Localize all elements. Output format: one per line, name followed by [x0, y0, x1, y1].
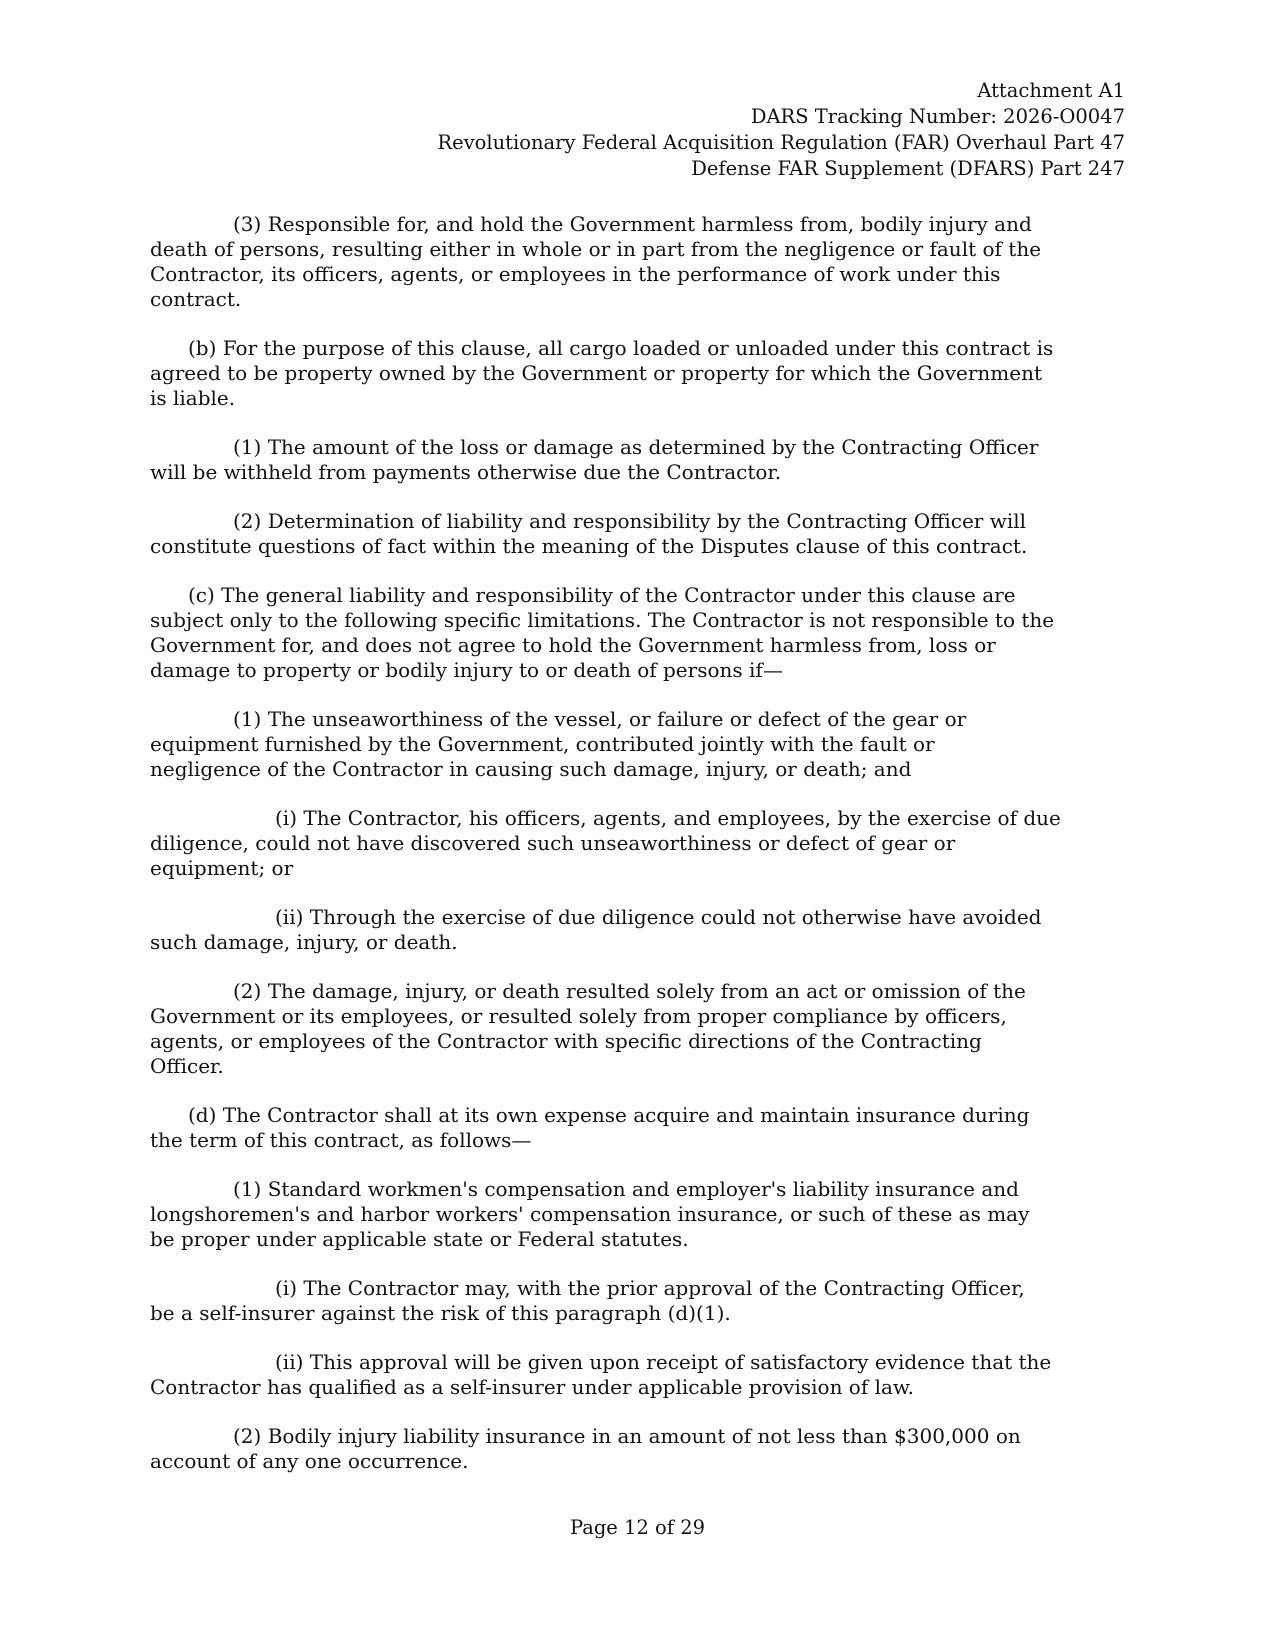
paragraph-line: (ii) This approval will be given upon receipt of satisfactory evidence that the — [275, 1350, 1052, 1374]
paragraph-line: (1) The unseaworthiness of the vessel, or failure or defect of the gear or — [233, 707, 967, 731]
paragraph-line: (d) The Contractor shall at its own expense acquire and maintain insurance during — [188, 1103, 1030, 1127]
document-paragraph — [150, 806, 1130, 881]
document-paragraph — [150, 212, 1130, 312]
paragraph-line: Government or its employees, or resulted solely from proper compliance by officers, — [150, 1004, 1007, 1028]
page-number: Page 12 of 29 — [569, 1516, 706, 1539]
document-paragraph — [150, 583, 1130, 683]
paragraph-line: damage to property or bodily injury to or death of persons if— — [150, 658, 783, 682]
page-footer — [0, 1515, 1275, 1541]
paragraph-line: will be withheld from payments otherwise due the Contractor. — [150, 460, 782, 484]
document-paragraph — [150, 979, 1130, 1079]
paragraph-line: the term of this contract, as follows— — [150, 1128, 532, 1152]
header-tracking-number: DARS Tracking Number: 2026-O0047 — [750, 105, 1125, 128]
paragraph-line: (2) Bodily injury liability insurance in an amount of not less than $300,000 on — [233, 1424, 1021, 1448]
paragraph-line: subject only to the following specific limitations. The Contractor is not responsible to the — [150, 608, 1055, 632]
header-dfars-part: Defense FAR Supplement (DFARS) Part 247 — [691, 157, 1125, 180]
document-paragraph — [150, 707, 1130, 782]
paragraph-line: be proper under applicable state or Federal statutes. — [150, 1227, 689, 1251]
paragraph-line: longshoremen's and harbor workers' compensation insurance, or such of these as may — [150, 1202, 1030, 1226]
paragraph-line: negligence of the Contractor in causing such damage, injury, or death; and — [150, 757, 912, 781]
paragraph-line: (3) Responsible for, and hold the Government harmless from, bodily injury and — [233, 212, 1032, 236]
document-paragraph — [150, 1177, 1130, 1252]
paragraph-line: death of persons, resulting either in whole or in part from the negligence or fault of the — [150, 237, 1042, 261]
paragraph-line: (2) Determination of liability and responsibility by the Contracting Officer will — [233, 509, 1027, 533]
paragraph-line: is liable. — [150, 386, 236, 410]
paragraph-line: (b) For the purpose of this clause, all cargo loaded or unloaded under this contract is — [188, 336, 1054, 360]
document-paragraph — [150, 1350, 1130, 1400]
paragraph-line: (1) Standard workmen's compensation and employer's liability insurance and — [233, 1177, 1019, 1201]
document-paragraph — [150, 1424, 1130, 1474]
paragraph-line: (2) The damage, injury, or death resulted solely from an act or omission of the — [233, 979, 1026, 1003]
paragraph-line: Contractor, its officers, agents, or employees in the performance of work under this — [150, 262, 1001, 286]
document-paragraph — [150, 509, 1130, 559]
paragraph-line: (i) The Contractor, his officers, agents, and employees, by the exercise of due — [275, 806, 1061, 830]
header-far-part: Revolutionary Federal Acquisition Regulation (FAR) Overhaul Part 47 — [437, 131, 1125, 154]
document-paragraph — [150, 1276, 1130, 1326]
document-paragraph — [150, 905, 1130, 955]
paragraph-line: Government for, and does not agree to hold the Government harmless from, loss or — [150, 633, 996, 657]
paragraph-line: equipment; or — [150, 856, 294, 880]
paragraph-line: contract. — [150, 287, 242, 311]
document-paragraph — [150, 336, 1130, 411]
paragraph-line: agreed to be property owned by the Government or property for which the Government — [150, 361, 1043, 385]
paragraph-line: (ii) Through the exercise of due diligence could not otherwise have avoided — [275, 905, 1042, 929]
paragraph-line: (1) The amount of the loss or damage as determined by the Contracting Officer — [233, 435, 1039, 459]
paragraph-line: (i) The Contractor may, with the prior approval of the Contracting Officer, — [275, 1276, 1025, 1300]
paragraph-line: such damage, injury, or death. — [150, 930, 458, 954]
page-header — [437, 78, 1125, 182]
document-paragraph — [150, 1103, 1130, 1153]
document-body — [150, 212, 1130, 1498]
paragraph-line: be a self-insurer against the risk of this paragraph (d)(1). — [150, 1301, 731, 1325]
paragraph-line: Contractor has qualified as a self-insurer under applicable provision of law. — [150, 1375, 915, 1399]
paragraph-line: constitute questions of fact within the meaning of the Disputes clause of this contract. — [150, 534, 1028, 558]
paragraph-line: account of any one occurrence. — [150, 1449, 469, 1473]
paragraph-line: equipment furnished by the Government, contributed jointly with the fault or — [150, 732, 935, 756]
header-attachment: Attachment A1 — [977, 79, 1125, 102]
document-paragraph — [150, 435, 1130, 485]
paragraph-line: Officer. — [150, 1054, 224, 1078]
paragraph-line: (c) The general liability and responsibility of the Contractor under this clause are — [188, 583, 1016, 607]
paragraph-line: diligence, could not have discovered such unseaworthiness or defect of gear or — [150, 831, 956, 855]
paragraph-line: agents, or employees of the Contractor with specific directions of the Contracting — [150, 1029, 982, 1053]
